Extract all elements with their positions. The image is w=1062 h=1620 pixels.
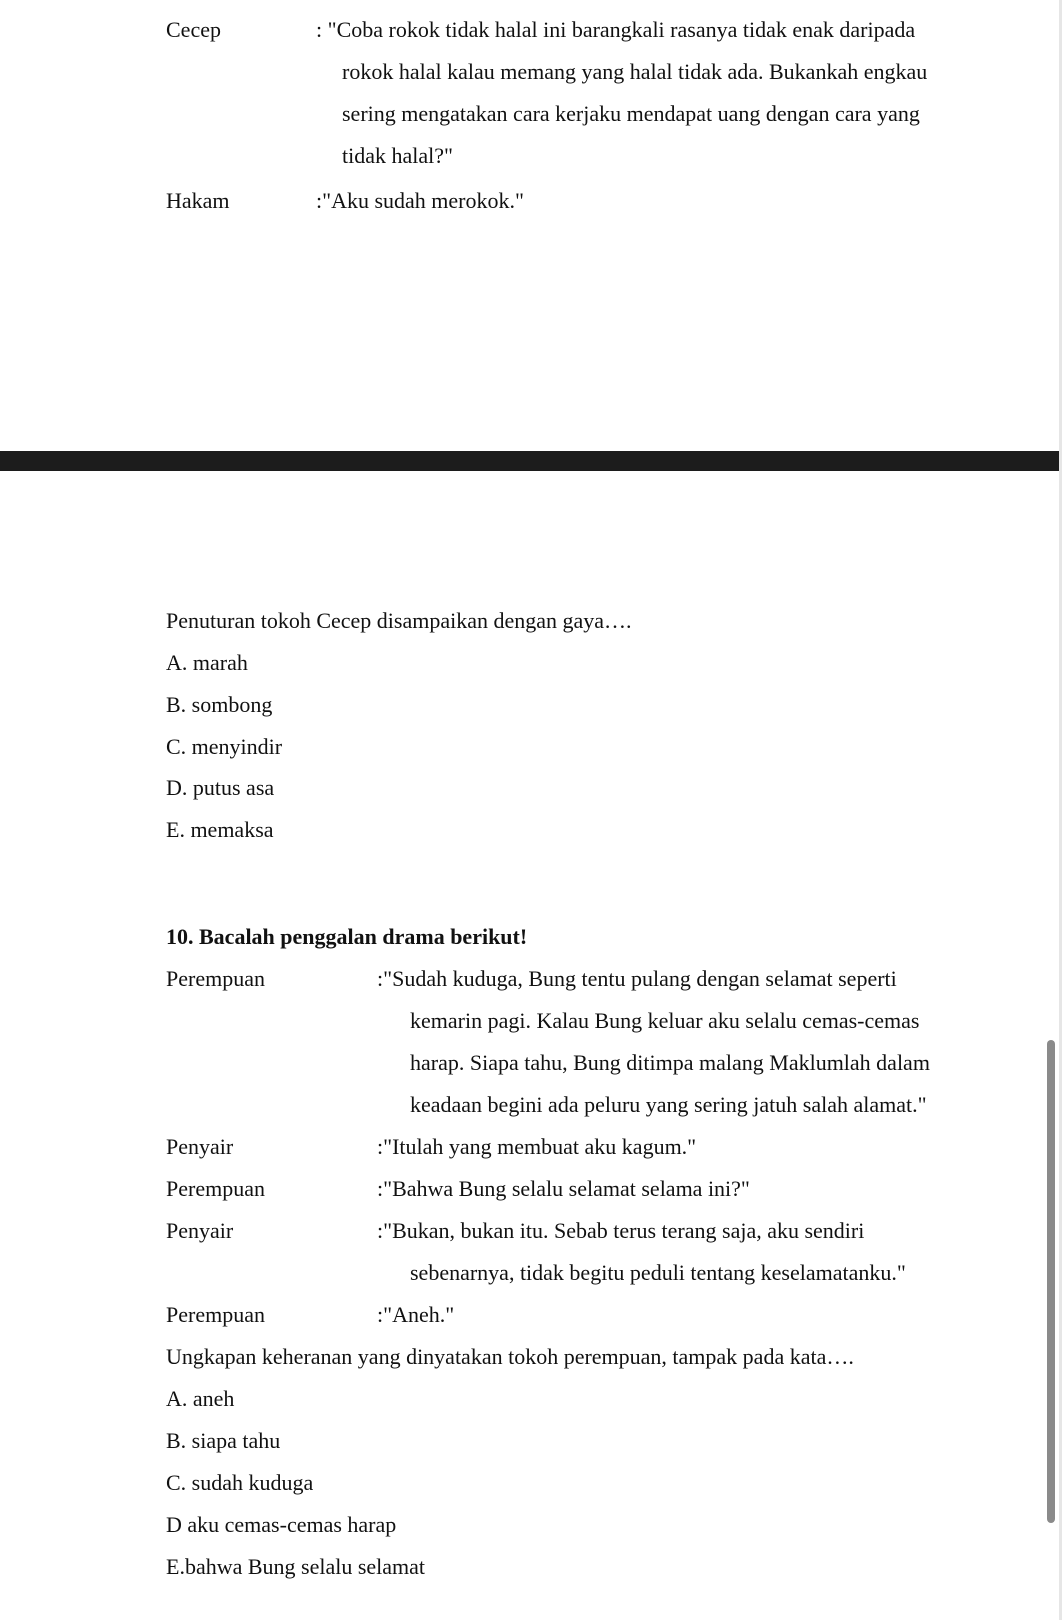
dialog-line: keadaan begini ada peluru yang sering jatuh salah alamat." xyxy=(410,1092,927,1117)
dialog-line: :"Aku sudah merokok." xyxy=(316,188,524,213)
speaker-perempuan: Perempuan xyxy=(166,1176,265,1201)
dialog-line: :"Bahwa Bung selalu selamat selama ini?" xyxy=(377,1176,750,1201)
dialog-line: :"Aneh." xyxy=(377,1302,455,1327)
option-e: E.bahwa Bung selalu selamat xyxy=(166,1554,426,1579)
dialog-line: harap. Siapa tahu, Bung ditimpa malang Maklumlah dalam xyxy=(410,1050,930,1075)
dialog-line: kemarin pagi. Kalau Bung keluar aku selalu cemas-cemas xyxy=(410,1008,920,1033)
option-d: D. putus asa xyxy=(166,775,275,800)
dialog-line: :"Itulah yang membuat aku kagum." xyxy=(377,1134,697,1159)
speaker-hakam: Hakam xyxy=(166,188,230,213)
option-d: D aku cemas-cemas harap xyxy=(166,1512,397,1537)
dialog-line: rokok halal kalau memang yang halal tidak ada. Bukankah engkau xyxy=(342,59,928,84)
dialog-line: tidak halal?" xyxy=(342,143,453,168)
speaker-perempuan: Perempuan xyxy=(166,1302,265,1327)
option-c: C. menyindir xyxy=(166,734,283,759)
speaker-perempuan: Perempuan xyxy=(166,966,265,991)
option-c: C. sudah kuduga xyxy=(166,1470,314,1495)
speaker-cecep: Cecep xyxy=(166,17,221,42)
option-b: B. siapa tahu xyxy=(166,1428,281,1453)
option-b: B. sombong xyxy=(166,692,273,717)
question-9-prompt: Penuturan tokoh Cecep disampaikan dengan gaya…. xyxy=(166,608,632,633)
question-10-heading: 10. Bacalah penggalan drama berikut! xyxy=(166,924,528,949)
speaker-penyair: Penyair xyxy=(166,1134,234,1159)
scrollbar-thumb[interactable] xyxy=(1047,1040,1055,1523)
option-a: A. marah xyxy=(166,650,248,675)
option-a: A. aneh xyxy=(166,1386,235,1411)
option-e: E. memaksa xyxy=(166,817,274,842)
dialog-line: sering mengatakan cara kerjaku mendapat uang dengan cara yang xyxy=(342,101,920,126)
dialog-line: sebenarnya, tidak begitu peduli tentang keselamatanku." xyxy=(410,1260,906,1285)
dialog-line: :"Sudah kuduga, Bung tentu pulang dengan selamat seperti xyxy=(377,966,897,991)
speaker-penyair: Penyair xyxy=(166,1218,234,1243)
question-10-prompt: Ungkapan keheranan yang dinyatakan tokoh perempuan, tampak pada kata…. xyxy=(166,1344,854,1369)
page-divider xyxy=(0,451,1062,471)
dialog-line: : "Coba rokok tidak halal ini barangkali rasanya tidak enak daripada xyxy=(316,17,916,42)
dialog-line: :"Bukan, bukan itu. Sebab terus terang saja, aku sendiri xyxy=(377,1218,865,1243)
